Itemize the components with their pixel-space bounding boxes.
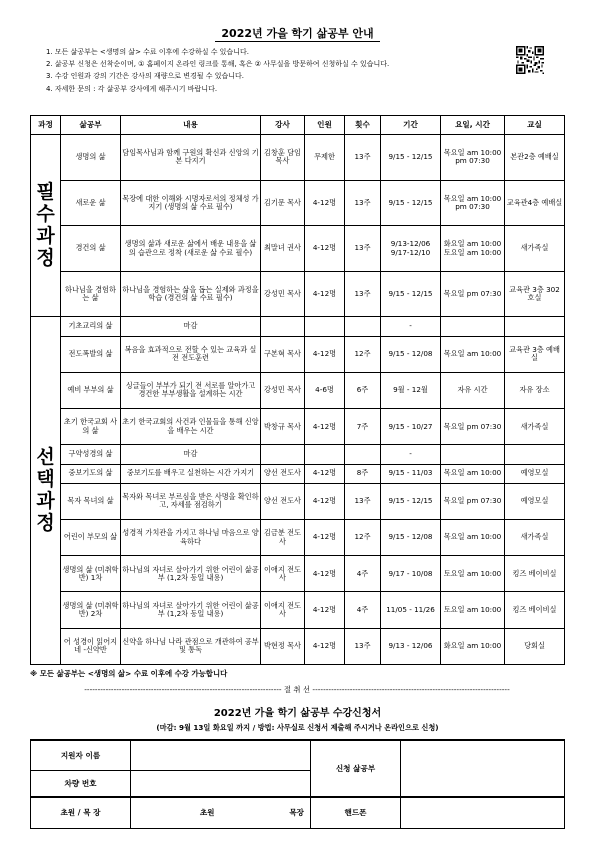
course-size: 4-12명 — [305, 409, 345, 445]
course-teacher: 강성민 목사 — [261, 372, 305, 408]
applicant-label: 지원자 이름 — [31, 740, 131, 770]
course-size: 4-12명 — [305, 556, 345, 592]
category-char: 정 — [36, 511, 55, 534]
course-teacher — [261, 317, 305, 336]
qr-code-icon — [516, 46, 544, 74]
course-teacher: 양선 전도사 — [261, 483, 305, 519]
table-row — [31, 483, 565, 519]
category-char: 과 — [36, 489, 55, 512]
course-room: 교육관 3층 예배실 — [505, 336, 565, 372]
course-count: 6주 — [345, 372, 381, 408]
header-category: 과정 — [31, 116, 61, 135]
course-time: 화요일 am 10:00 토요일 am 10:00 — [441, 226, 505, 272]
course-teacher — [261, 445, 305, 464]
course-time: 토요일 am 10:00 — [441, 592, 505, 628]
table-row — [31, 628, 565, 664]
course-name: 기초교리의 삶 — [61, 317, 121, 336]
course-count: 12주 — [345, 336, 381, 372]
cut-line: -------------------------------------------------------------------------- 절 취 선 -------------------------------------------------------------------------- — [84, 685, 510, 694]
course-time: 목요일 pm 07:30 — [441, 409, 505, 445]
course-size: 4-12명 — [305, 483, 345, 519]
course-period: 9/15 - 12/08 — [381, 336, 441, 372]
course-period: 9/15 - 10/27 — [381, 409, 441, 445]
course-name: 구약성경의 삶 — [61, 445, 121, 464]
course-size: 4-12명 — [305, 628, 345, 664]
course-period: 9/15 - 12/15 — [381, 271, 441, 317]
course-room: 당회실 — [505, 628, 565, 664]
course-time: 토요일 am 10:00 — [441, 556, 505, 592]
course-content: 하나님의 자녀로 살아가기 위한 어린이 삶공부 (1,2차 동일 내용) — [121, 592, 261, 628]
course-name: 생명의 삶 (미취학반) 1차 — [61, 556, 121, 592]
course-period: 9/13 - 12/06 — [381, 628, 441, 664]
chowon-field[interactable] — [131, 797, 221, 828]
course-name: 새로운 삶 — [61, 180, 121, 226]
course-size: 4-12명 — [305, 592, 345, 628]
title-underline — [215, 41, 380, 42]
table-header-row — [31, 116, 565, 135]
course-content: 중보기도를 배우고 실천하는 시간 가지기 — [121, 464, 261, 483]
course-content: 성경적 가치관을 가지고 하나님 마음으로 양육하다 — [121, 519, 261, 555]
course-time: 목요일 am 10:00 — [441, 464, 505, 483]
category-char: 택 — [36, 467, 55, 490]
course-content: 담임목사님과 함께 구원의 확신과 신앙의 기본 다지기 — [121, 135, 261, 181]
header-teacher: 강사 — [261, 116, 305, 135]
mokjang-field[interactable] — [221, 797, 311, 828]
header-count: 횟수 — [345, 116, 381, 135]
notice-item: 1. 모든 삶공부는 <생명의 삶> 수료 이후에 수강하실 수 있습니다. — [46, 48, 249, 56]
course-size: 4-12명 — [305, 271, 345, 317]
course-time: 목요일 pm 07:30 — [441, 271, 505, 317]
course-room: 새가족실 — [505, 226, 565, 272]
course-room: 자유 장소 — [505, 372, 565, 408]
header-content: 내용 — [121, 116, 261, 135]
course-name: 생명의 삶 (미취학반) 2차 — [61, 592, 121, 628]
notice-list — [46, 46, 516, 95]
course-room: 교육관4층 예배실 — [505, 180, 565, 226]
course-room: 킹즈 베이비실 — [505, 556, 565, 592]
course-size: 4-6명 — [305, 372, 345, 408]
course-count — [345, 445, 381, 464]
table-row — [31, 409, 565, 445]
course-content: 마감 — [121, 445, 261, 464]
course-content: 마감 — [121, 317, 261, 336]
header-size: 인원 — [305, 116, 345, 135]
course-name: 하나님을 경험하는 삶 — [61, 271, 121, 317]
course-name: 목자 목녀의 삶 — [61, 483, 121, 519]
course-room: 새가족실 — [505, 519, 565, 555]
course-teacher: 박창규 목사 — [261, 409, 305, 445]
course-period: - — [381, 317, 441, 336]
course-room: 킹즈 베이비실 — [505, 592, 565, 628]
course-room: 예영모실 — [505, 464, 565, 483]
course-time: 화요일 am 10:00 — [441, 628, 505, 664]
course-period: 9/15 - 12/15 — [381, 483, 441, 519]
course-size — [305, 317, 345, 336]
course-name: 예비 부부의 삶 — [61, 372, 121, 408]
course-name: 중보기도의 삶 — [61, 464, 121, 483]
table-row — [31, 372, 565, 408]
mokjang-suffix: 목장 — [289, 808, 304, 818]
course-period: 9/15 - 12/08 — [381, 519, 441, 555]
table-row — [31, 180, 565, 226]
table-row — [31, 135, 565, 181]
course-count: 13주 — [345, 271, 381, 317]
course-size: 4-12명 — [305, 519, 345, 555]
course-room: 예영모실 — [505, 483, 565, 519]
notice-item: 4. 자세한 문의 : 각 삶공부 강사에게 해주시기 바랍니다. — [46, 84, 218, 93]
table-row — [31, 271, 565, 317]
course-count: 7주 — [345, 409, 381, 445]
course-teacher: 박현정 목사 — [261, 628, 305, 664]
table-row — [31, 556, 565, 592]
car-number-field[interactable] — [131, 770, 311, 797]
form-row — [31, 797, 565, 828]
course-content: 신약을 하나님 나라 관점으로 개관하여 공부 및 통독 — [121, 628, 261, 664]
table-row — [31, 317, 565, 336]
table-row — [31, 336, 565, 372]
course-room — [505, 445, 565, 464]
course-time: 목요일 pm 07:30 — [441, 483, 505, 519]
course-teacher: 김창훈 담임목사 — [261, 135, 305, 181]
course-period: 9월 - 12월 — [381, 372, 441, 408]
course-period: 9/15 - 12/15 — [381, 180, 441, 226]
course-content: 복음을 효과적으로 전할 수 있는 교육과 실전 전도훈련 — [121, 336, 261, 372]
table-row — [31, 464, 565, 483]
course-room: 새가족실 — [505, 409, 565, 445]
course-count: 13주 — [345, 483, 381, 519]
course-teacher: 이애지 전도사 — [261, 556, 305, 592]
course-period: 11/05 - 11/26 — [381, 592, 441, 628]
course-size: 무제한 — [305, 135, 345, 181]
table-row — [31, 226, 565, 272]
table-row — [31, 592, 565, 628]
course-name: 경건의 삶 — [61, 226, 121, 272]
course-time: 목요일 am 10:00 — [441, 336, 505, 372]
course-period: 9/17 - 10/08 — [381, 556, 441, 592]
course-teacher: 구본혁 목사 — [261, 336, 305, 372]
course-count: 13주 — [345, 135, 381, 181]
course-name: 생명의 삶 — [61, 135, 121, 181]
category-char: 선 — [36, 446, 55, 469]
course-content: 하나님의 자녀로 살아가기 위한 어린이 삶공부 (1,2차 동일 내용) — [121, 556, 261, 592]
course-room: 교육관 3층 302호실 — [505, 271, 565, 317]
course-room: 본관2층 예배실 — [505, 135, 565, 181]
chowon-mokjang-label: 초원 / 목 장 — [31, 797, 131, 828]
course-name: 어린이 부모의 삶 — [61, 519, 121, 555]
course-size: 4-12명 — [305, 180, 345, 226]
header-time: 요일, 시간 — [441, 116, 505, 135]
course-time — [441, 317, 505, 336]
course-content: 생명의 삶과 새로운 삶에서 배운 내용을 삶의 습관으로 정착 (새로운 삶 수료 필수) — [121, 226, 261, 272]
course-count: 13주 — [345, 628, 381, 664]
course-size: 4-12명 — [305, 336, 345, 372]
category-char: 수 — [36, 202, 55, 225]
phone-label: 핸드폰 — [311, 797, 401, 828]
course-size: 4-12명 — [305, 464, 345, 483]
course-name: 어 성경이 읽어지네 -신약반 — [61, 628, 121, 664]
course-time — [441, 445, 505, 464]
car-label: 차량 번호 — [31, 770, 131, 797]
course-time: 목요일 am 10:00 pm 07:30 — [441, 135, 505, 181]
application-form — [30, 739, 565, 829]
course-count: 13주 — [345, 226, 381, 272]
course-teacher: 이애지 전도사 — [261, 592, 305, 628]
category-char: 필 — [36, 181, 55, 204]
header-period: 기간 — [381, 116, 441, 135]
course-period: 9/13-12/06 9/17-12/10 — [381, 226, 441, 272]
chowon-suffix: 초원 — [199, 808, 215, 818]
course-name: 초기 한국교회 사의 삶 — [61, 409, 121, 445]
category-char: 과 — [36, 224, 55, 247]
form-row — [31, 740, 565, 770]
applicant-name-field[interactable] — [131, 740, 311, 770]
course-period: 9/15 - 11/03 — [381, 464, 441, 483]
page-title: 2022년 가을 학기 삶공부 안내 — [221, 27, 374, 40]
course-teacher: 최말녀 권사 — [261, 226, 305, 272]
phone-field[interactable] — [401, 797, 565, 828]
course-content: 초기 한국교회의 사건과 인물들을 통해 신앙을 배우는 시간 — [121, 409, 261, 445]
form-title: 2022년 가을 학기 삶공부 수강신청서 — [213, 708, 382, 719]
form-subtitle: (마감: 9월 13일 화요일 까지 / 방법: 사무실로 신청서 제출해 주시거나 온라인으로 신청) — [156, 723, 439, 732]
course-time: 자유 시간 — [441, 372, 505, 408]
course-content: 하나님을 경험하는 삶을 돕는 실제와 과정을 학습 (경건의 삶 수료 필수) — [121, 271, 261, 317]
course-count: 4주 — [345, 556, 381, 592]
course-size — [305, 445, 345, 464]
header-course: 삶공부 — [61, 116, 121, 135]
footnote: ※ 모든 삶공부는 <생명의 삶> 수료 이후에 수강 가능합니다 — [30, 669, 228, 678]
course-size: 4-12명 — [305, 226, 345, 272]
course-teacher: 김금분 전도사 — [261, 519, 305, 555]
category-label — [31, 135, 61, 317]
course-content: 목자와 목녀로 부르심을 받은 사명을 확인하고, 자세를 점검하기 — [121, 483, 261, 519]
course-period: 9/15 - 12/15 — [381, 135, 441, 181]
course-room — [505, 317, 565, 336]
course-count: 8주 — [345, 464, 381, 483]
course-teacher: 김기문 목사 — [261, 180, 305, 226]
course-content: 목장에 대한 이해와 시명자로서의 정체성 가지기 (생명의 삶 수료 필수) — [121, 180, 261, 226]
course-time: 목요일 am 10:00 — [441, 519, 505, 555]
table-row — [31, 519, 565, 555]
course-teacher: 강성민 목사 — [261, 271, 305, 317]
course-name: 전도폭발의 삶 — [61, 336, 121, 372]
notice-item: 2. 삶공부 신청은 선착순이며, ① 홈페이지 온라인 링크를 통해, 혹은 ② 사무실을 방문하여 신청하실 수 있습니다. — [46, 60, 390, 69]
course-table — [30, 115, 565, 665]
header-room: 교실 — [505, 116, 565, 135]
course-period: - — [381, 445, 441, 464]
notice-item: 3. 수강 인원과 강의 기간은 강사의 재량으로 변경될 수 있습니다. — [46, 72, 244, 81]
course-count: 12주 — [345, 519, 381, 555]
course-label: 신청 삶공부 — [311, 740, 401, 797]
table-row — [31, 445, 565, 464]
course-count: 13주 — [345, 180, 381, 226]
course-teacher: 양선 전도사 — [261, 464, 305, 483]
course-content: 싱글들이 부부가 되기 전 서로를 알아가고 경건한 부부생활을 설계하는 시간 — [121, 372, 261, 408]
category-char: 정 — [36, 246, 55, 269]
category-label — [31, 317, 61, 665]
course-time: 목요일 am 10:00 pm 07:30 — [441, 180, 505, 226]
course-count — [345, 317, 381, 336]
course-field[interactable] — [401, 740, 565, 797]
course-count: 4주 — [345, 592, 381, 628]
